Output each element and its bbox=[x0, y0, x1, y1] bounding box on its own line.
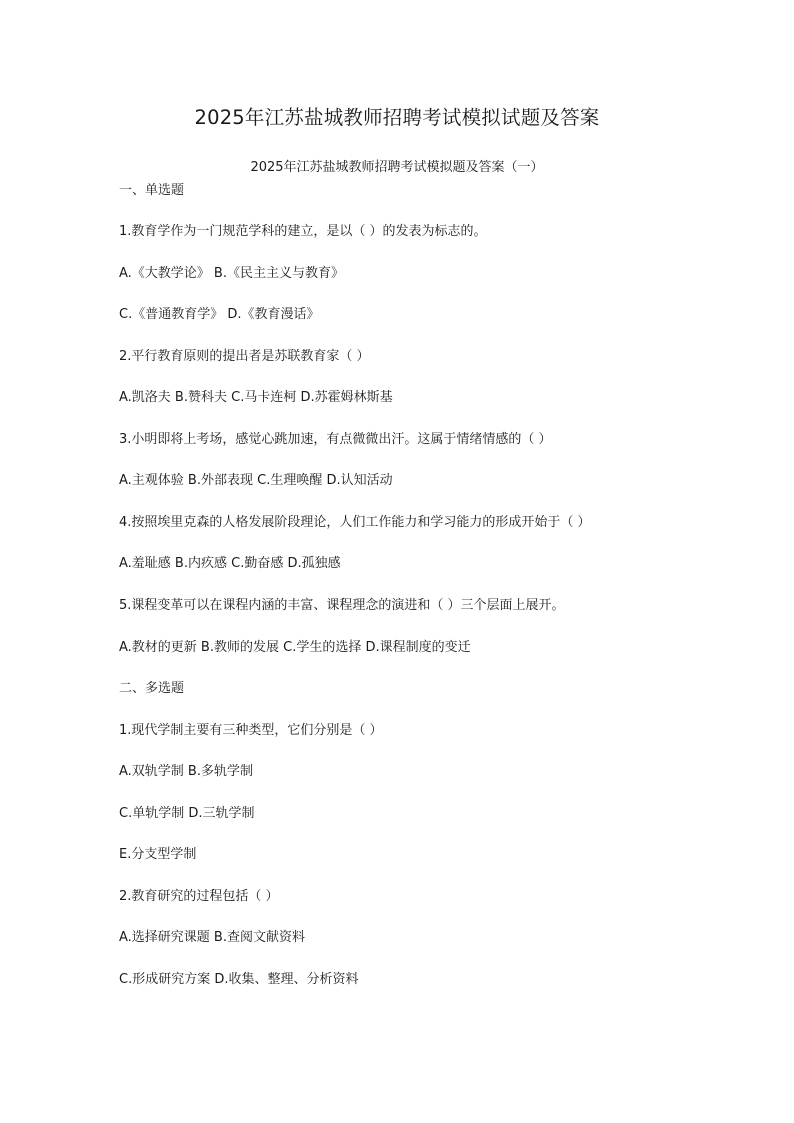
answer-options: C.形成研究方案 D.收集、整理、分析资料 bbox=[119, 972, 359, 987]
question-text: 2.教育研究的过程包括（ ） bbox=[119, 889, 279, 904]
section-heading-single-choice: 一、单选题 bbox=[119, 183, 185, 198]
answer-options: A.凯洛夫 B.赞科夫 C.马卡连柯 D.苏霍姆林斯基 bbox=[119, 390, 393, 405]
answer-options: E.分支型学制 bbox=[119, 847, 197, 862]
answer-options: A.《大教学论》 B.《民主主义与教育》 bbox=[119, 266, 344, 281]
answer-options: C.单轨学制 D.三轨学制 bbox=[119, 806, 255, 821]
question-text: 3.小明即将上考场，感觉心跳加速，有点微微出汗。这属于情绪情感的（ ） bbox=[119, 432, 552, 447]
answer-options: A.主观体验 B.外部表现 C.生理唤醒 D.认知活动 bbox=[119, 473, 393, 488]
answer-options: A.羞耻感 B.内疚感 C.勤奋感 D.孤独感 bbox=[119, 556, 341, 571]
answer-options: A.教材的更新 B.教师的发展 C.学生的选择 D.课程制度的变迁 bbox=[119, 640, 471, 655]
section-heading-multiple-choice: 二、多选题 bbox=[119, 681, 185, 696]
question-text: 5.课程变革可以在课程内涵的丰富、课程理念的演进和（ ）三个层面上展开。 bbox=[119, 598, 565, 613]
document-title: 2025年江苏盐城教师招聘考试模拟试题及答案 bbox=[194, 106, 600, 129]
document-subtitle: 2025年江苏盐城教师招聘考试模拟题及答案（一） bbox=[250, 160, 544, 175]
question-text: 4.按照埃里克森的人格发展阶段理论，人们工作能力和学习能力的形成开始于（ ） bbox=[119, 515, 591, 530]
answer-options: A.双轨学制 B.多轨学制 bbox=[119, 764, 253, 779]
question-text: 1.教育学作为一门规范学科的建立，是以（ ）的发表为标志的。 bbox=[119, 224, 487, 239]
question-text: 1.现代学制主要有三种类型，它们分别是（ ） bbox=[119, 723, 383, 738]
answer-options: C.《普通教育学》 D.《教育漫话》 bbox=[119, 307, 320, 322]
question-text: 2.平行教育原则的提出者是苏联教育家（ ） bbox=[119, 349, 370, 364]
answer-options: A.选择研究课题 B.查阅文献资料 bbox=[119, 930, 305, 945]
